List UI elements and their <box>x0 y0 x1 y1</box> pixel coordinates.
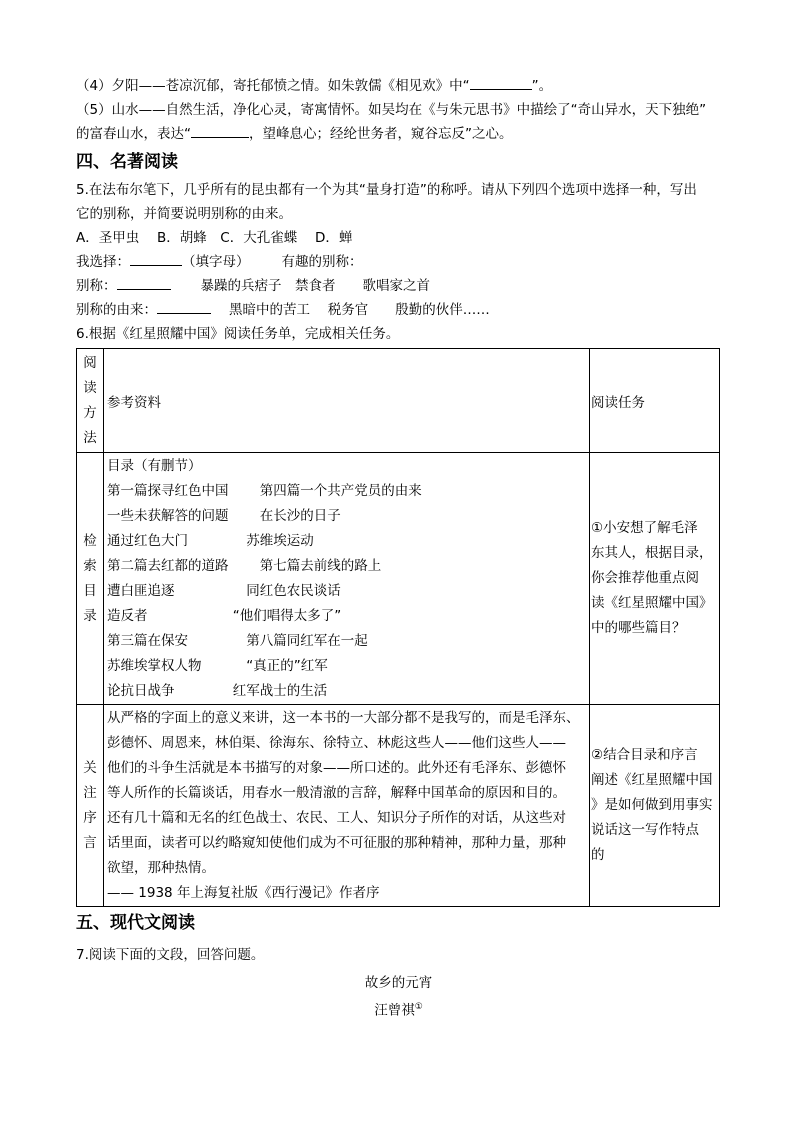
header-method-cell <box>77 349 104 453</box>
task-line: 读《红星照耀中国》 <box>591 595 713 611</box>
table-row-preface <box>77 705 720 907</box>
catalog-line: 遭白匪追逐 同红色农民谈话 <box>107 582 341 599</box>
author-name: 汪曾祺 <box>374 1002 415 1019</box>
task-line: ①小安想了解毛泽 <box>591 520 698 536</box>
task-cell-1 <box>590 453 720 705</box>
method-cell-preface <box>77 705 104 907</box>
catalog-line: 论抗日战争 红军战士的生活 <box>107 682 328 699</box>
char: 注 <box>83 784 97 801</box>
catalog-line: 第三篇在保安 第八篇同红军在一起 <box>107 632 368 649</box>
catalog-line: 第二篇去红都的道路 第七篇去前线的路上 <box>107 557 382 574</box>
section-heading-4: 四、名著阅读 <box>76 152 178 172</box>
document-page <box>76 74 721 1023</box>
poem-item-5: （5）山水——自然生活，净化心灵，寄寓情怀。如吴均在《与朱元思书》中描绘了“奇山异水，天下独绝” <box>76 102 707 118</box>
catalog-line: 造反者 “他们唱得太多了” <box>107 607 342 624</box>
header-task-cell: 阅读任务 <box>590 349 720 453</box>
catalog-line: 第一篇探寻红色中国 第四篇一个共产党员的由来 <box>107 482 422 499</box>
origin-blank[interactable] <box>157 301 211 314</box>
text: （4）夕阳——苍凉沉郁，寄托郁愤之情。如朱敦儒《相见欢》中“ <box>76 78 470 94</box>
catalog-material-cell <box>104 453 590 705</box>
task-line: 说话这一写作特点 <box>591 822 699 838</box>
preface-line: 话里面，读者可以约略窥知使他们成为不可征服的那种精神，那种力量，那种 <box>107 834 566 851</box>
task-cell-2 <box>590 705 720 907</box>
catalog-line: 目录（有删节） <box>107 457 202 474</box>
poem-item-5-cont <box>76 122 721 146</box>
preface-line: 还有几十篇和无名的红色战士、农民、工人、知识分子所作的对话，从这些对 <box>107 809 566 826</box>
table-row-catalog <box>77 453 720 705</box>
q5-options: A．圣甲虫 B．胡蜂 C．大孔雀蝶 D．蝉 <box>76 230 353 246</box>
task-line: 》是如何做到用事实 <box>591 797 713 813</box>
label: 别称： <box>76 278 117 294</box>
q5-stem-1: 5.在法布尔笔下，几乎所有的昆虫都有一个为其“量身打造”的称呼。请从下列四个选项中选择一种，写出 <box>76 182 697 198</box>
answer-blank[interactable] <box>470 77 532 90</box>
task-line: 阐述《红星照耀中国 <box>591 772 713 788</box>
footnote-marker: ① <box>414 1002 423 1012</box>
catalog-line: 一些未获解答的问题 在长沙的日子 <box>107 507 341 524</box>
char: 言 <box>83 834 97 851</box>
preface-material-cell <box>104 705 590 907</box>
task-line: ②结合目录和序言 <box>591 747 698 763</box>
catalog-line: 苏维埃掌权人物 “真正的”红军 <box>107 657 328 674</box>
article-author <box>76 995 721 1023</box>
q5-alias-row <box>76 274 721 298</box>
catalog-line: 通过红色大门 苏维埃运动 <box>107 532 314 549</box>
preface-line: 彭德怀、周恩来，林伯渠、徐海东、徐特立、林彪这些人——他们这些人—— <box>107 734 566 751</box>
q6-stem: 6.根据《红星照耀中国》阅读任务单，完成相关任务。 <box>76 326 400 342</box>
choice-blank[interactable] <box>130 253 182 266</box>
char: 阅 <box>83 354 97 371</box>
char: 法 <box>83 429 97 446</box>
preface-line: 欲望，那种热情。 <box>107 859 215 876</box>
q5-stem-2: 它的别称，并简要说明别称的由来。 <box>76 206 292 222</box>
text: ，望峰息心；经纶世务者，窥谷忘反”之心。 <box>249 126 513 142</box>
task-line: 中的哪些篇目？ <box>591 620 686 636</box>
text: ”。 <box>531 78 553 94</box>
preface-source: —— 1938 年上海复社版《西行漫记》作者序 <box>107 884 380 901</box>
task-line: 你会推荐他重点阅 <box>591 570 699 586</box>
article-title: 故乡的元宵 <box>364 975 433 991</box>
text: 的富春山水，表达“ <box>76 126 191 142</box>
examples: 暴躁的兵痞子 禁食者 歌唱家之首 <box>200 278 430 294</box>
char: 序 <box>83 809 97 826</box>
hint: （填字母） <box>182 254 250 270</box>
char: 方 <box>83 404 97 421</box>
q5-origin-row <box>76 298 721 322</box>
preface-line: 从严格的字面上的意义来讲，这一本书的一大部分都不是我写的，而是毛泽东、 <box>107 709 580 726</box>
preface-line: 他们的斗争生活就是本书描写的对象——所口述的。此外还有毛泽东、彭德怀 <box>107 759 566 776</box>
preface-line: 等人所作的长篇谈话，用春水一般清澈的言辞，解释中国革命的原因和目的。 <box>107 784 566 801</box>
answer-blank[interactable] <box>191 125 249 138</box>
char: 检 <box>83 532 97 549</box>
task-line: 的 <box>591 847 605 863</box>
char: 关 <box>83 759 97 776</box>
q7-stem: 7.阅读下面的文段，回答问题。 <box>76 947 265 963</box>
label: 有趣的别称： <box>281 254 363 270</box>
poem-item-4 <box>76 74 721 98</box>
char: 录 <box>83 607 97 624</box>
char: 读 <box>83 379 97 396</box>
label: 我选择： <box>76 254 130 270</box>
q5-choose-row <box>76 250 721 274</box>
char: 目 <box>83 582 97 599</box>
alias-blank[interactable] <box>117 277 171 290</box>
method-cell-catalog <box>77 453 104 705</box>
task-line: 东其人，根据目录， <box>591 545 713 561</box>
header-material-cell: 参考资料 <box>104 349 590 453</box>
section-heading-5: 五、现代文阅读 <box>76 913 195 933</box>
examples: 黑暗中的苦工 税务官 殷勤的伙伴…… <box>229 302 490 318</box>
reading-task-table <box>76 348 720 907</box>
char: 索 <box>83 557 97 574</box>
label: 别称的由来： <box>76 302 157 318</box>
table-header-row <box>77 349 720 453</box>
